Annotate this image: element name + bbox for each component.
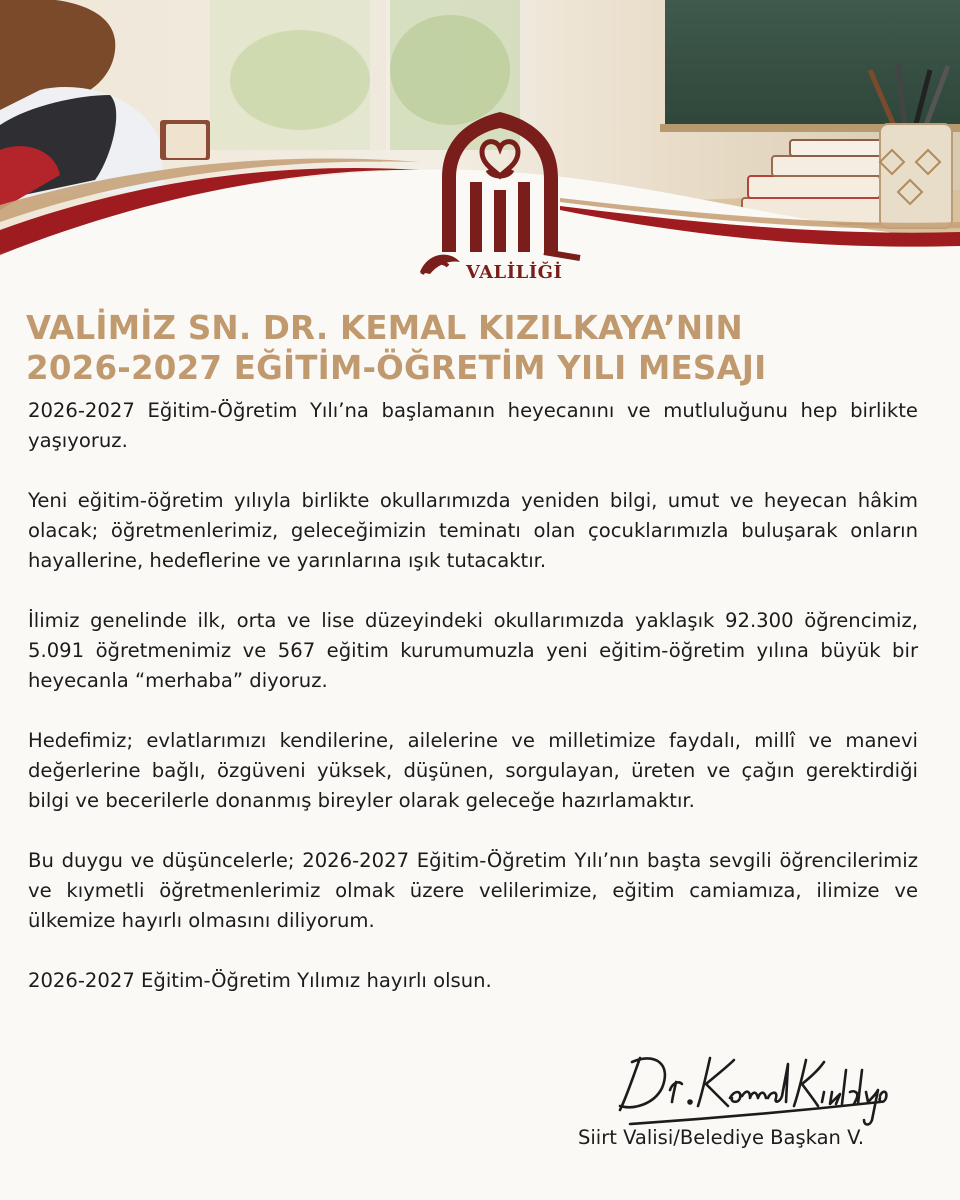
paragraph: 2026-2027 Eğitim-Öğretim Yılı’na başlamanın heyecanını ve mutluluğunu hep birlikte yaşıyoruz. — [28, 399, 918, 452]
paragraph: Hedefimiz; evlatlarımızı kendilerine, ailelerine ve milletimize faydalı, millî ve manevi değerlerine bağlı, özgüveni yüksek, düşünen, sorgulayan, üreten ve çağın gerektirdiği bilgi ve becerilerle donanmış bireyler olarak geleceğe hazırlamaktır. — [28, 729, 918, 812]
paragraph: Bu duygu ve düşüncelerle; 2026-2027 Eğitim-Öğretim Yılı’nın başta sevgili öğrencilerimiz ve kıymetli öğretmenlerimiz olmak üzere velilerimize, eğitim camiamıza, ilimize ve ülkemize hayırlı olmasını diliyorum. — [28, 849, 918, 932]
paragraph: İlimiz genelinde ilk, orta ve lise düzeyindeki okullarımızda yaklaşık 92.300 öğrencimiz, 5.091 öğretmenimiz ve 567 eğitim kurumumuzla yeni eğitim-öğretim yılına büyük bir heyecanla “merhaba” diyoruz. — [28, 609, 918, 692]
title-line-1: VALİMİZ SN. DR. KEMAL KIZILKAYA’NIN — [26, 309, 743, 347]
page-title — [26, 308, 936, 388]
paragraph: 2026-2027 Eğitim-Öğretim Yılımız hayırlı olsun. — [28, 969, 492, 992]
header-illustration — [0, 0, 960, 300]
message-body — [28, 396, 918, 996]
logo-caption: VALİLİĞİ — [466, 262, 563, 283]
signature-title: Siirt Valisi/Belediye Başkan V. — [578, 1126, 865, 1149]
handwritten-signature — [610, 1040, 890, 1130]
paragraph: Yeni eğitim-öğretim yılıyla birlikte okullarımızda yeniden bilgi, umut ve heyecan hâkim olacak; öğretmenlerimiz, geleceğimizin teminatı olan çocuklarımızla buluşarak onların hayallerine, hedeflerine ve yarınlarına ışık tutacaktır. — [28, 489, 918, 572]
title-line-2: 2026-2027 EĞİTİM-ÖĞRETİM YILI MESAJI — [26, 349, 767, 387]
